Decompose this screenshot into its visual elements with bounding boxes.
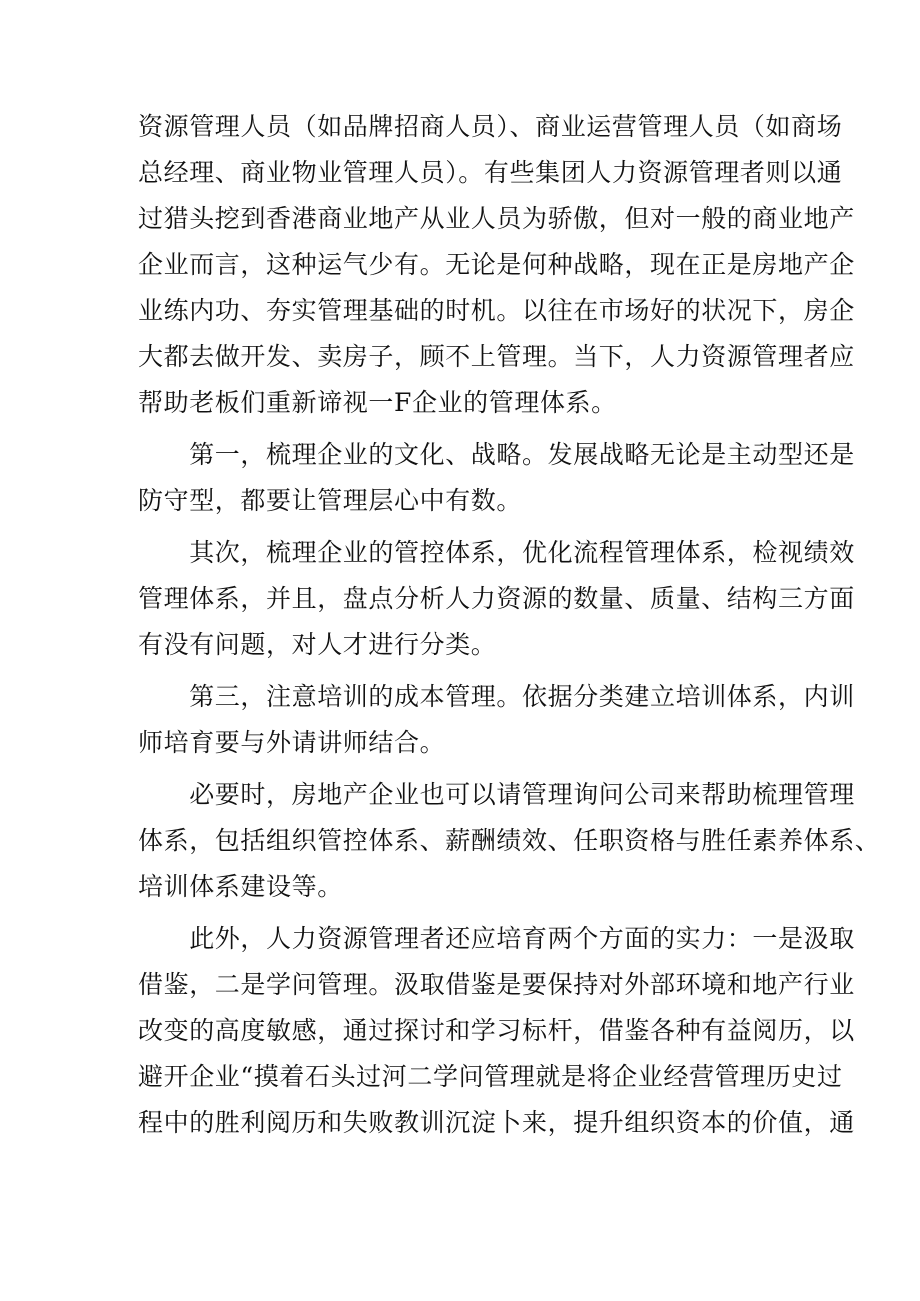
- text-line: 过猎头挖到香港商业地产从业人员为骄傲，但对一般的商业地产: [138, 204, 855, 233]
- text-line: 第三，注意培训的成本管理。依据分类建立培训体系，内训: [138, 682, 855, 711]
- text-line: 帮助老板们重新谛视一F企业的管理体系。: [138, 388, 617, 417]
- text-line: 其次，梳理企业的管控体系，优化流程管理体系，检视绩效: [138, 538, 855, 567]
- text-line: 第一，梳理企业的文化、战略。发展战略无论是主动型还是: [138, 440, 855, 469]
- text-line: 避开企业“摸着石头过河二学问管理就是将企业经营管理历史过: [138, 1062, 843, 1091]
- text-line: 资源管理人员（如品牌招商人员）、商业运营管理人员（如商场: [138, 112, 843, 141]
- text-line: 有没有问题，对人才进行分类。: [138, 630, 497, 659]
- text-line: 管理体系，并且，盘点分析人力资源的数量、质量、结构三方面: [138, 584, 855, 613]
- text-line: 总经理、商业物业管理人员）。有些集团人力资源管理者则以通: [138, 158, 843, 187]
- text-line: 大都去做开发、卖房子，顾不上管理。当下，人力资源管理者应: [138, 342, 855, 371]
- text-line: 改变的高度敏感，通过探讨和学习标杆，借鉴各种有益阅历，以: [138, 1016, 855, 1045]
- text-line: 培训体系建设等。: [138, 872, 343, 901]
- text-line: 此外，人力资源管理者还应培育两个方面的实力：一是汲取: [138, 924, 855, 953]
- text-line: 企业而言，这种运气少有。无论是何种战略，现在正是房地产企: [138, 250, 855, 279]
- text-line: 体系，包括组织管控体系、薪酬绩效、任职资格与胜任素养体系、: [138, 826, 881, 855]
- text-line: 业练内功、夯实管理基础的时机。以往在市场好的状况下，房企: [138, 296, 855, 325]
- text-line: 防守型，都要让管理层心中有数。: [138, 486, 523, 515]
- body-text: [138, 104, 881, 1146]
- text-line: 必要时，房地产企业也可以请管理询问公司来帮助梳理管理: [138, 780, 855, 809]
- text-line: 师培育要与外请讲师结合。: [138, 728, 446, 757]
- text-line: 程中的胜利阅历和失败教训沉淀卜来，提升组织资本的价值，通: [138, 1108, 855, 1137]
- text-line: 借鉴，二是学问管理。汲取借鉴是要保持对外部环境和地产行业: [138, 970, 855, 999]
